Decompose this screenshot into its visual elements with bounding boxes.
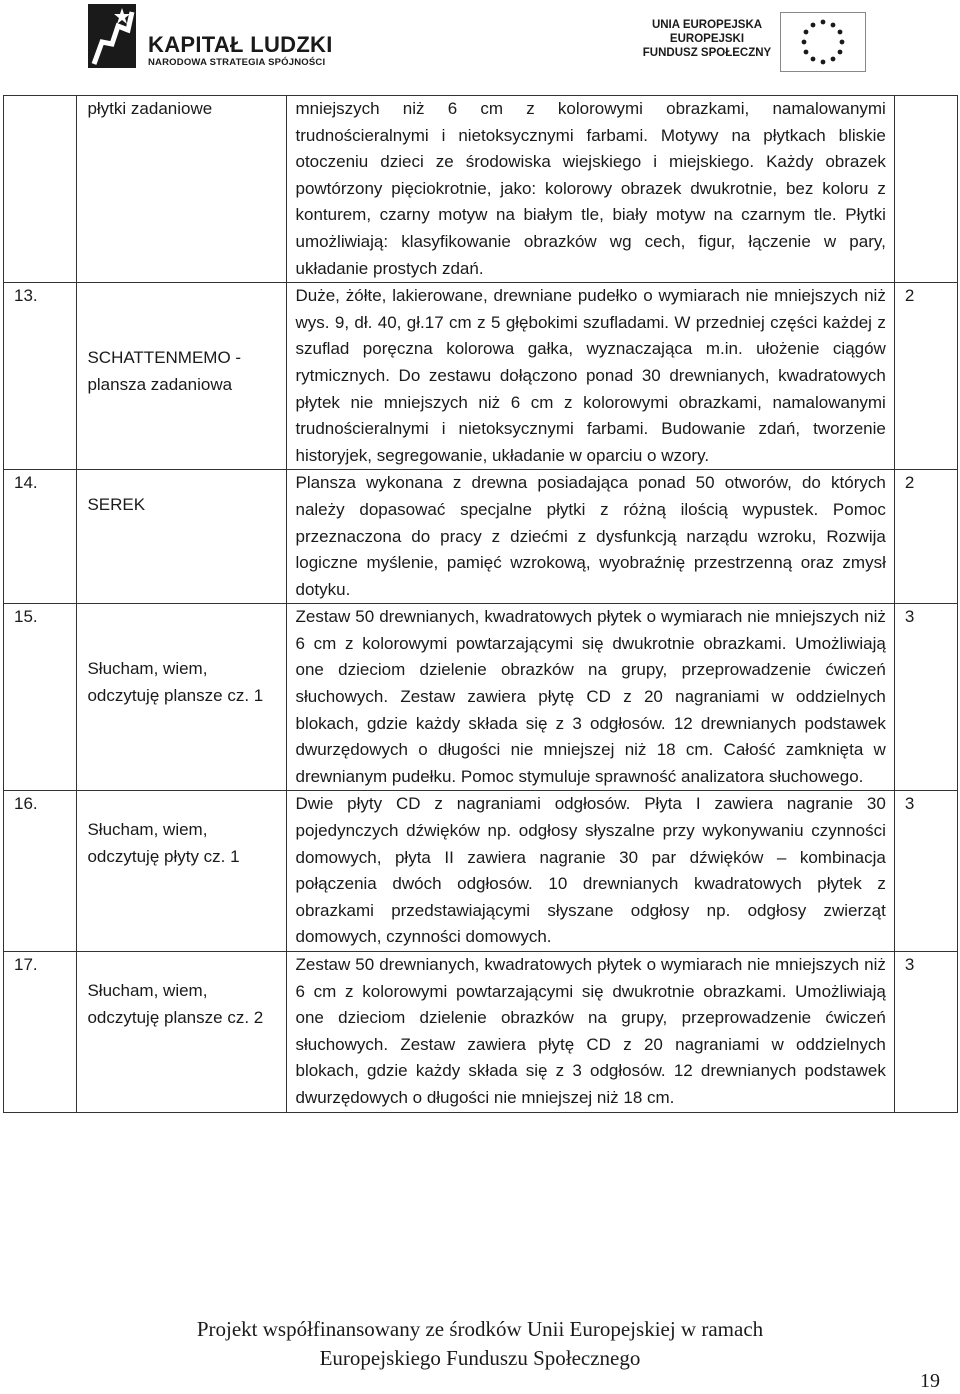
- eu-flag-icon: [780, 12, 866, 72]
- item-name: Słucham, wiem, odczytuję plansze cz. 1: [87, 659, 264, 705]
- table-row: [4, 470, 958, 604]
- item-description: mniejszych niż 6 cm z kolorowymi obrazkami, namalowanymi trudnościeralnymi i nietoksycznymi farbami. Motywy na płytkach bliskie otoczeniu dzieci ze środowiska wiejskiego i miejskiego. Każdy obrazek powtórzony pięciokrotnie, jako: kolorowy obrazek dwukrotnie, bez koloru z konturem, czarny motyw na białym tle, biały motyw na czarnym tle. Płytki umożliwiają: klasyfikowanie obrazków wg cech, figur, łączenie w pary, układanie prostych zdań.: [287, 96, 894, 283]
- kapital-ludzki-subtitle: NARODOWA STRATEGIA SPÓJNOŚCI: [148, 57, 326, 68]
- item-quantity: 3: [894, 952, 957, 1113]
- item-quantity: 3: [894, 604, 957, 791]
- row-number: 14.: [4, 470, 77, 604]
- item-name: SCHATTENMEMO - plansza zadaniowa: [87, 348, 242, 394]
- kapital-ludzki-emblem-icon: [88, 4, 136, 68]
- table-row: [4, 791, 958, 952]
- table-row: [4, 96, 958, 283]
- table-row: [4, 604, 958, 791]
- item-description: Dwie płyty CD z nagraniami odgłosów. Płyta I zawiera nagranie 30 pojedynczych dźwięków np. odgłosy słyszalne przy wykonywaniu czynności domowych, płyta II zawiera nagranie 30 par dźwięków – kombinacja połączenia dwóch odgłosów. 10 drewnianych kwadratowych płytek z obrazkami przedstawiającymi słyszane odgłosy np. odgłosy zwierząt domowych, czynności domowych.: [287, 791, 894, 952]
- item-name: Słucham, wiem, odczytuję płyty cz. 1: [87, 820, 240, 867]
- item-name: płytki zadaniowe: [87, 99, 213, 118]
- item-name-cell: [77, 96, 287, 283]
- page-footer: [0, 1315, 960, 1373]
- row-number: 17.: [4, 952, 77, 1113]
- item-quantity: 2: [894, 283, 957, 470]
- eu-line-3: FUNDUSZ SPOŁECZNY: [642, 47, 772, 59]
- item-name: Słucham, wiem, odczytuję plansze cz. 2: [87, 981, 264, 1027]
- row-number: 16.: [4, 791, 77, 952]
- item-quantity: 3: [894, 791, 957, 952]
- footer-line-1: Projekt współfinansowany ze środków Unii Europejskiej w ramach: [196, 1317, 764, 1341]
- item-name-cell: [77, 952, 287, 1113]
- eu-logo: [642, 18, 882, 68]
- item-name: SEREK: [87, 495, 146, 515]
- page-header: [0, 0, 960, 90]
- item-description: Zestaw 50 drewnianych, kwadratowych płytek o wymiarach nie mniejszych niż 6 cm z kolorowymi powtarzającymi się dwukrotnie obrazkami. Umożliwiają one dzieciom dzielenie obrazków na grupy, przeprowadzenie ćwiczeń słuchowych. Zestaw zawiera płytę CD z 20 nagraniami w oddzielnych blokach, gdzie każdy składa się z 3 odgłosów. 12 drewnianych podstawek dwurzędowych o długości nie mniejszej niż 18 cm.: [287, 952, 894, 1113]
- item-name-cell: [77, 604, 287, 791]
- eu-line-2: EUROPEJSKI: [669, 33, 745, 45]
- equipment-table: [3, 95, 958, 1113]
- kapital-ludzki-logo: [88, 4, 338, 70]
- page-number: 19: [920, 1370, 940, 1392]
- footer-line-2: Europejskiego Funduszu Społecznego: [319, 1346, 641, 1370]
- table-row: [4, 952, 958, 1113]
- item-quantity: [894, 96, 957, 283]
- row-number: 15.: [4, 604, 77, 791]
- table-row: [4, 283, 958, 470]
- item-description: Zestaw 50 drewnianych, kwadratowych płytek o wymiarach nie mniejszych niż 6 cm z kolorowymi powtarzającymi się dwukrotnie obrazkami. Umożliwiają one dzieciom dzielenie obrazków na grupy, przeprowadzenie ćwiczeń słuchowych. Zestaw zawiera płytę CD z 20 nagraniami w oddzielnych blokach, gdzie każdy składa się z 3 odgłosów. 12 drewnianych podstawek dwurzędowych o długości nie mniejszej niż 18 cm. Całość zamknięta w drewnianym pudełku. Pomoc stymuluje sprawność analizatora słuchowego.: [287, 604, 894, 791]
- item-quantity: 2: [894, 470, 957, 604]
- row-number: 13.: [4, 283, 77, 470]
- item-description: Duże, żółte, lakierowane, drewniane pudełko o wymiarach nie mniejszych niż wys. 9, dł. 40, gł.17 cm z 5 głębokimi szufladami. W przedniej części każdej z szuflad poręczna kolorowa gałka, wyznaczająca m.in. ułożenie ciągów rytmicznych. Do zestawu dołączono ponad 30 drewnianych, kwadratowych płytek nie mniejszych niż 6 cm z kolorowymi obrazkami, namalowanymi trudnościeralnymi i nietoksycznymi farbami. Budowanie zdań, tworzenie historyjek, segregowanie, układanie w oparciu o wzory.: [287, 283, 894, 470]
- kapital-ludzki-title: KAPITAŁ LUDZKI: [148, 32, 333, 57]
- item-name-cell: [77, 791, 287, 952]
- item-name-cell: [77, 470, 287, 604]
- row-number: [4, 96, 77, 283]
- eu-logo-text: [642, 18, 772, 60]
- item-name-cell: [77, 283, 287, 470]
- eu-line-1: UNIA EUROPEJSKA: [651, 19, 763, 31]
- item-description: Plansza wykonana z drewna posiadająca ponad 50 otworów, do których należy dopasować specjalne płytki z różną ilością wypustek. Pomoc przeznaczona do pracy z dziećmi z dysfunkcją narządu wzroku, Rozwija logiczne myślenie, pamięć wzrokową, wyobraźnię przestrzenną oraz zmysł dotyku.: [287, 470, 894, 604]
